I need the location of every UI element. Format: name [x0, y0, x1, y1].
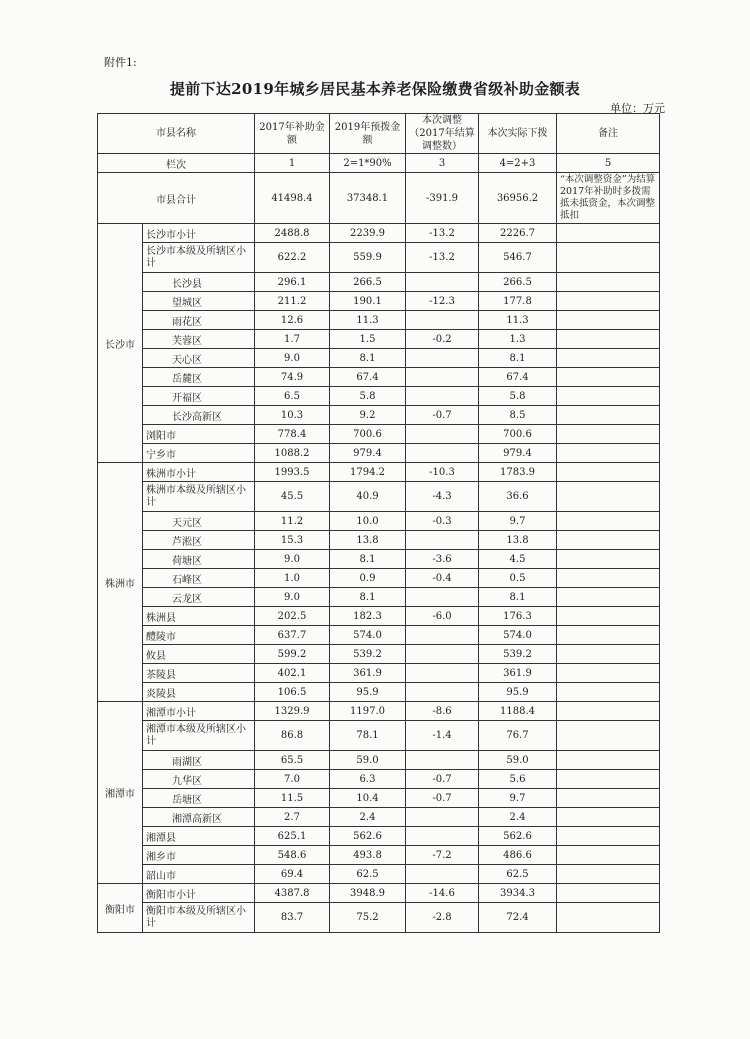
table-row [98, 224, 660, 243]
row-note [557, 626, 660, 645]
row-c3: -4.3 [406, 482, 479, 512]
row-c4: 13.8 [479, 531, 557, 550]
row-c4: 361.9 [479, 664, 557, 683]
subsidy-table [97, 113, 660, 933]
row-c4: 539.2 [479, 645, 557, 664]
row-c4: 0.5 [479, 569, 557, 588]
row-c2: 8.1 [330, 550, 406, 569]
row-c4: 979.4 [479, 444, 557, 463]
row-note [557, 884, 660, 903]
row-c2: 5.8 [330, 387, 406, 406]
row-note [557, 387, 660, 406]
row-note [557, 550, 660, 569]
row-c4: 76.7 [479, 721, 557, 751]
header-col3: 本次调整（2017年结算调整数） [406, 114, 479, 154]
row-c2: 78.1 [330, 721, 406, 751]
row-c1: 9.0 [255, 588, 330, 607]
row-name: 开福区 [143, 387, 255, 406]
row-c1: 1329.9 [255, 702, 330, 721]
table-row [98, 292, 660, 311]
row-note [557, 588, 660, 607]
table-row [98, 569, 660, 588]
row-c3: -0.4 [406, 569, 479, 588]
attachment-label: 附件1: [104, 56, 137, 69]
row-c4: 1188.4 [479, 702, 557, 721]
row-c3 [406, 827, 479, 846]
row-c1: 778.4 [255, 425, 330, 444]
table-row [98, 827, 660, 846]
table-row [98, 387, 660, 406]
table-row [98, 808, 660, 827]
row-c1: 83.7 [255, 903, 330, 933]
table-row [98, 751, 660, 770]
row-c1: 4387.8 [255, 884, 330, 903]
row-note [557, 645, 660, 664]
header-row [98, 114, 660, 154]
row-c2: 559.9 [330, 243, 406, 273]
row-c1: 211.2 [255, 292, 330, 311]
row-c4: 8.5 [479, 406, 557, 425]
header-col5: 备注 [557, 114, 660, 154]
row-c4: 5.8 [479, 387, 557, 406]
table-row [98, 721, 660, 751]
table-row [98, 273, 660, 292]
row-c1: 69.4 [255, 865, 330, 884]
row-c3: -13.2 [406, 243, 479, 273]
row-name: 株洲市本级及所辖区小计 [143, 482, 255, 512]
row-c2: 11.3 [330, 311, 406, 330]
table-row [98, 846, 660, 865]
row-c4: 486.6 [479, 846, 557, 865]
table-row [98, 425, 660, 444]
row-name: 韶山市 [143, 865, 255, 884]
row-c1: 1.7 [255, 330, 330, 349]
row-name: 岳塘区 [143, 789, 255, 808]
row-note [557, 865, 660, 884]
row-name: 湘潭市小计 [143, 702, 255, 721]
row-c3: -1.4 [406, 721, 479, 751]
row-c2: 700.6 [330, 425, 406, 444]
row-c3 [406, 273, 479, 292]
row-c2: 1197.0 [330, 702, 406, 721]
row-name: 长沙县 [143, 273, 255, 292]
row-name: 株洲县 [143, 607, 255, 626]
table-row [98, 512, 660, 531]
unit-label: 单位：万元 [610, 102, 665, 115]
row-c2: 95.9 [330, 683, 406, 702]
row-name: 宁乡市 [143, 444, 255, 463]
row-c3: -0.3 [406, 512, 479, 531]
row-c1: 2488.8 [255, 224, 330, 243]
row-c1: 45.5 [255, 482, 330, 512]
index-c4: 4=2+3 [479, 154, 557, 173]
row-note [557, 330, 660, 349]
table-row [98, 330, 660, 349]
row-c3 [406, 425, 479, 444]
row-c3: -12.3 [406, 292, 479, 311]
city-xiangtan: 湘潭市 [98, 702, 143, 884]
row-c3: -7.2 [406, 846, 479, 865]
row-name: 长沙市小计 [143, 224, 255, 243]
index-c2: 2=1*90% [330, 154, 406, 173]
row-c1: 11.5 [255, 789, 330, 808]
row-c1: 106.5 [255, 683, 330, 702]
row-c4: 177.8 [479, 292, 557, 311]
row-c2: 539.2 [330, 645, 406, 664]
table-row [98, 463, 660, 482]
row-c2: 67.4 [330, 368, 406, 387]
row-note [557, 444, 660, 463]
row-c3: -10.3 [406, 463, 479, 482]
table-row [98, 482, 660, 512]
row-note [557, 349, 660, 368]
index-row [98, 154, 660, 173]
row-c3 [406, 751, 479, 770]
row-c3: -0.7 [406, 406, 479, 425]
row-c4: 8.1 [479, 588, 557, 607]
row-c4: 59.0 [479, 751, 557, 770]
header-name: 市县名称 [98, 114, 255, 154]
row-c4: 176.3 [479, 607, 557, 626]
row-c3: -0.7 [406, 789, 479, 808]
row-c2: 979.4 [330, 444, 406, 463]
row-c3: -14.6 [406, 884, 479, 903]
table-row [98, 789, 660, 808]
row-c3: -0.7 [406, 770, 479, 789]
row-note [557, 531, 660, 550]
row-c1: 9.0 [255, 550, 330, 569]
row-c4: 4.5 [479, 550, 557, 569]
row-c4: 8.1 [479, 349, 557, 368]
row-note [557, 425, 660, 444]
table-row [98, 368, 660, 387]
row-c1: 202.5 [255, 607, 330, 626]
row-name: 天元区 [143, 512, 255, 531]
row-name: 醴陵市 [143, 626, 255, 645]
table-row [98, 607, 660, 626]
row-c2: 1794.2 [330, 463, 406, 482]
row-c2: 0.9 [330, 569, 406, 588]
row-name: 湘潭高新区 [143, 808, 255, 827]
row-c1: 9.0 [255, 349, 330, 368]
table-row [98, 865, 660, 884]
row-note [557, 243, 660, 273]
row-name: 岳麓区 [143, 368, 255, 387]
header-col4: 本次实际下拨 [479, 114, 557, 154]
row-c4: 546.7 [479, 243, 557, 273]
table-row [98, 664, 660, 683]
row-c1: 637.7 [255, 626, 330, 645]
row-c4: 700.6 [479, 425, 557, 444]
index-c5: 5 [557, 154, 660, 173]
row-c1: 2.7 [255, 808, 330, 827]
row-note [557, 721, 660, 751]
row-c1: 74.9 [255, 368, 330, 387]
row-c1: 402.1 [255, 664, 330, 683]
row-c1: 622.2 [255, 243, 330, 273]
row-c2: 10.4 [330, 789, 406, 808]
row-c2: 574.0 [330, 626, 406, 645]
table-row [98, 243, 660, 273]
total-label: 市县合计 [98, 173, 255, 224]
index-c3: 3 [406, 154, 479, 173]
row-c4: 62.5 [479, 865, 557, 884]
row-c4: 11.3 [479, 311, 557, 330]
row-c2: 6.3 [330, 770, 406, 789]
row-name: 荷塘区 [143, 550, 255, 569]
row-c2: 1.5 [330, 330, 406, 349]
row-note [557, 770, 660, 789]
row-c3 [406, 311, 479, 330]
row-c2: 190.1 [330, 292, 406, 311]
row-note [557, 311, 660, 330]
row-c4: 562.6 [479, 827, 557, 846]
row-note [557, 569, 660, 588]
row-note [557, 846, 660, 865]
table-row [98, 406, 660, 425]
row-c4: 2226.7 [479, 224, 557, 243]
city-zhuzhou: 株洲市 [98, 463, 143, 702]
row-c3 [406, 808, 479, 827]
row-c2: 75.2 [330, 903, 406, 933]
row-c2: 182.3 [330, 607, 406, 626]
header-col2: 2019年预拨金额 [330, 114, 406, 154]
row-c3 [406, 368, 479, 387]
row-name: 茶陵县 [143, 664, 255, 683]
row-c4: 3934.3 [479, 884, 557, 903]
row-note [557, 406, 660, 425]
row-c4: 67.4 [479, 368, 557, 387]
row-c3 [406, 865, 479, 884]
row-c1: 86.8 [255, 721, 330, 751]
row-note [557, 664, 660, 683]
row-name: 攸县 [143, 645, 255, 664]
total-note: “本次调整资金”为结算2017年补助时多拨需抵未抵资金，本次调整抵扣 [557, 173, 660, 224]
row-c3 [406, 387, 479, 406]
row-c3 [406, 683, 479, 702]
row-c2: 493.8 [330, 846, 406, 865]
row-name: 炎陵县 [143, 683, 255, 702]
row-c2: 9.2 [330, 406, 406, 425]
row-note [557, 751, 660, 770]
row-name: 天心区 [143, 349, 255, 368]
total-c1: 41498.4 [255, 173, 330, 224]
row-c1: 11.2 [255, 512, 330, 531]
row-note [557, 607, 660, 626]
row-c3 [406, 626, 479, 645]
row-c2: 361.9 [330, 664, 406, 683]
row-c2: 2.4 [330, 808, 406, 827]
row-c2: 562.6 [330, 827, 406, 846]
row-c3 [406, 664, 479, 683]
row-c1: 65.5 [255, 751, 330, 770]
row-name: 衡阳市小计 [143, 884, 255, 903]
row-c1: 1.0 [255, 569, 330, 588]
index-label: 栏次 [98, 154, 255, 173]
row-c4: 1.3 [479, 330, 557, 349]
row-c4: 5.6 [479, 770, 557, 789]
row-note [557, 683, 660, 702]
row-c4: 36.6 [479, 482, 557, 512]
row-name: 长沙市本级及所辖区小计 [143, 243, 255, 273]
row-c4: 9.7 [479, 512, 557, 531]
row-c1: 7.0 [255, 770, 330, 789]
row-name: 株洲市小计 [143, 463, 255, 482]
table-row [98, 645, 660, 664]
row-note [557, 482, 660, 512]
row-c2: 8.1 [330, 588, 406, 607]
row-note [557, 808, 660, 827]
row-note [557, 463, 660, 482]
city-changsha: 长沙市 [98, 224, 143, 463]
table-row [98, 702, 660, 721]
row-name: 湘乡市 [143, 846, 255, 865]
row-c1: 599.2 [255, 645, 330, 664]
row-note [557, 702, 660, 721]
row-note [557, 292, 660, 311]
row-name: 石峰区 [143, 569, 255, 588]
row-c3: -8.6 [406, 702, 479, 721]
row-c4: 95.9 [479, 683, 557, 702]
row-name: 九华区 [143, 770, 255, 789]
table-row [98, 550, 660, 569]
row-c2: 8.1 [330, 349, 406, 368]
row-name: 雨湖区 [143, 751, 255, 770]
row-note [557, 512, 660, 531]
row-c2: 3948.9 [330, 884, 406, 903]
row-c1: 6.5 [255, 387, 330, 406]
city-hengyang: 衡阳市 [98, 884, 143, 933]
row-c3: -13.2 [406, 224, 479, 243]
row-name: 湘潭县 [143, 827, 255, 846]
row-note [557, 224, 660, 243]
row-c1: 548.6 [255, 846, 330, 865]
table-row [98, 626, 660, 645]
table-row [98, 683, 660, 702]
row-c3: -2.8 [406, 903, 479, 933]
row-name: 芦淞区 [143, 531, 255, 550]
table-row [98, 444, 660, 463]
row-c4: 72.4 [479, 903, 557, 933]
total-c4: 36956.2 [479, 173, 557, 224]
table-row [98, 903, 660, 933]
row-name: 芙蓉区 [143, 330, 255, 349]
row-c3: -6.0 [406, 607, 479, 626]
index-c1: 1 [255, 154, 330, 173]
row-c1: 12.6 [255, 311, 330, 330]
row-c4: 2.4 [479, 808, 557, 827]
row-name: 衡阳市本级及所辖区小计 [143, 903, 255, 933]
row-c3 [406, 444, 479, 463]
row-note [557, 903, 660, 933]
header-col1: 2017年补助金额 [255, 114, 330, 154]
page-title: 提前下达2019年城乡居民基本养老保险缴费省级补助金额表 [169, 80, 581, 98]
row-note [557, 273, 660, 292]
row-name: 长沙高新区 [143, 406, 255, 425]
row-c1: 10.3 [255, 406, 330, 425]
row-name: 湘潭市本级及所辖区小计 [143, 721, 255, 751]
table-row [98, 884, 660, 903]
row-c3 [406, 588, 479, 607]
total-row [98, 173, 660, 224]
row-note [557, 789, 660, 808]
row-c4: 1783.9 [479, 463, 557, 482]
table-row [98, 531, 660, 550]
row-c4: 266.5 [479, 273, 557, 292]
row-name: 望城区 [143, 292, 255, 311]
row-c1: 1993.5 [255, 463, 330, 482]
total-c3: -391.9 [406, 173, 479, 224]
row-c3: -0.2 [406, 330, 479, 349]
row-name: 云龙区 [143, 588, 255, 607]
table-row [98, 588, 660, 607]
row-c3 [406, 349, 479, 368]
row-c4: 9.7 [479, 789, 557, 808]
row-c1: 1088.2 [255, 444, 330, 463]
row-c2: 40.9 [330, 482, 406, 512]
row-name: 浏阳市 [143, 425, 255, 444]
row-c3 [406, 645, 479, 664]
row-note [557, 827, 660, 846]
row-c3: -3.6 [406, 550, 479, 569]
table-row [98, 311, 660, 330]
total-c2: 37348.1 [330, 173, 406, 224]
row-c2: 59.0 [330, 751, 406, 770]
row-c1: 296.1 [255, 273, 330, 292]
row-c1: 625.1 [255, 827, 330, 846]
row-c2: 10.0 [330, 512, 406, 531]
row-name: 雨花区 [143, 311, 255, 330]
table-row [98, 349, 660, 368]
row-c3 [406, 531, 479, 550]
row-c4: 574.0 [479, 626, 557, 645]
row-c1: 15.3 [255, 531, 330, 550]
row-c2: 2239.9 [330, 224, 406, 243]
table-row [98, 770, 660, 789]
row-c2: 62.5 [330, 865, 406, 884]
row-c2: 266.5 [330, 273, 406, 292]
row-note [557, 368, 660, 387]
row-c2: 13.8 [330, 531, 406, 550]
